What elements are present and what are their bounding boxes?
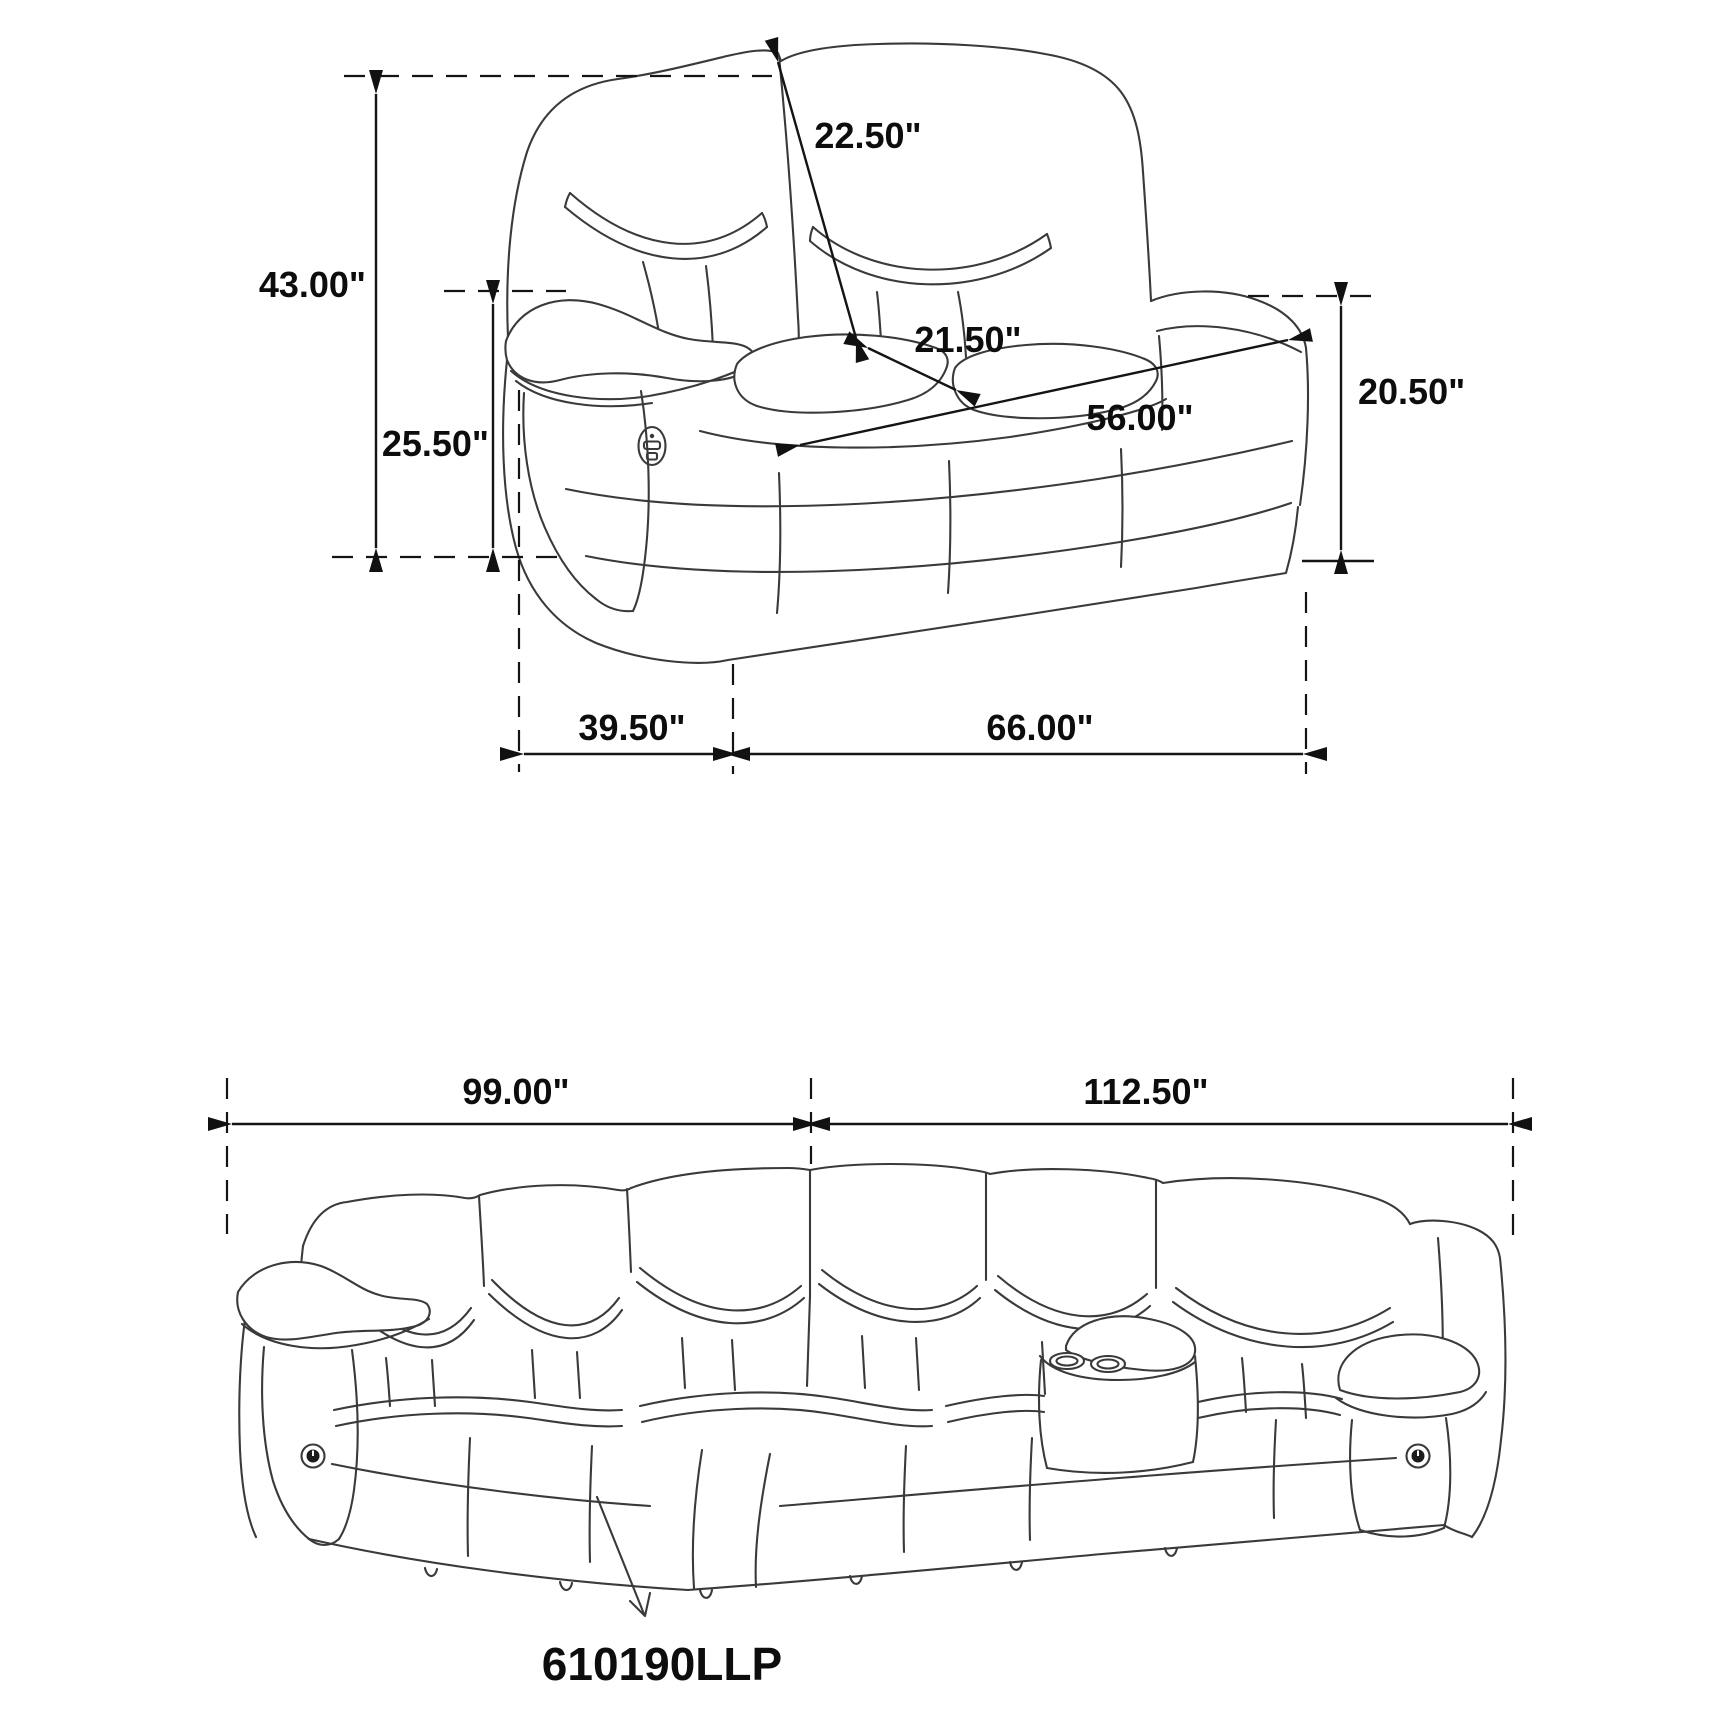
- loveseat-drawing: [259, 43, 1465, 774]
- dim-overall-height: [259, 76, 772, 557]
- dim-label-left-section: 99.00": [462, 1071, 570, 1112]
- dim-label-seat-depth: 21.50": [914, 319, 1022, 360]
- dim-label-overall-height: 43.00": [258, 264, 366, 305]
- dim-arm-front-height: [1248, 296, 1465, 561]
- sectional-back-outline: [303, 1164, 1410, 1246]
- loveseat-headrest-seams: [565, 193, 1051, 284]
- product-code-callout: [542, 1497, 782, 1690]
- sectional-console: [1039, 1316, 1198, 1473]
- dim-label-right-section: 112.50": [1083, 1071, 1209, 1112]
- sectional-base: [239, 1296, 1444, 1598]
- dim-label-overall-width: 66.00": [986, 707, 1094, 748]
- dim-left-section-width: [227, 1071, 811, 1234]
- sectional-seat-cushions: [334, 1392, 1342, 1426]
- product-code-label: 610190LLP: [541, 1638, 783, 1690]
- loveseat-left-arm: [505, 300, 754, 611]
- loveseat-base-seams: [566, 441, 1292, 613]
- usb-charging-port-icon: [639, 427, 666, 465]
- dim-right-section-width: [817, 1071, 1513, 1236]
- power-button-icon-right: [1407, 1445, 1430, 1468]
- dim-label-back-cushion: 22.50": [814, 115, 922, 156]
- dim-overall-depth: [519, 390, 733, 774]
- sectional-right-arm: [1336, 1334, 1486, 1537]
- dim-label-arm-height: 25.50": [381, 423, 489, 464]
- sectional-headrest-seams: [345, 1268, 1393, 1347]
- sectional-drawing: [227, 1071, 1513, 1690]
- dim-overall-width: [737, 592, 1306, 774]
- sectional-left-arm: [237, 1262, 429, 1545]
- sectional-cushion-boundaries: [479, 1170, 1156, 1296]
- product-code-leader-arrow: [597, 1497, 644, 1614]
- dim-label-arm-front-height: 20.50": [1358, 371, 1466, 412]
- dim-label-seat-width: 56.00": [1086, 397, 1194, 438]
- loveseat-back-outline: [507, 43, 1151, 338]
- dim-back-cushion-height: [778, 62, 922, 338]
- dim-label-overall-depth: 39.50": [578, 707, 686, 748]
- power-button-icon-left: [302, 1445, 325, 1468]
